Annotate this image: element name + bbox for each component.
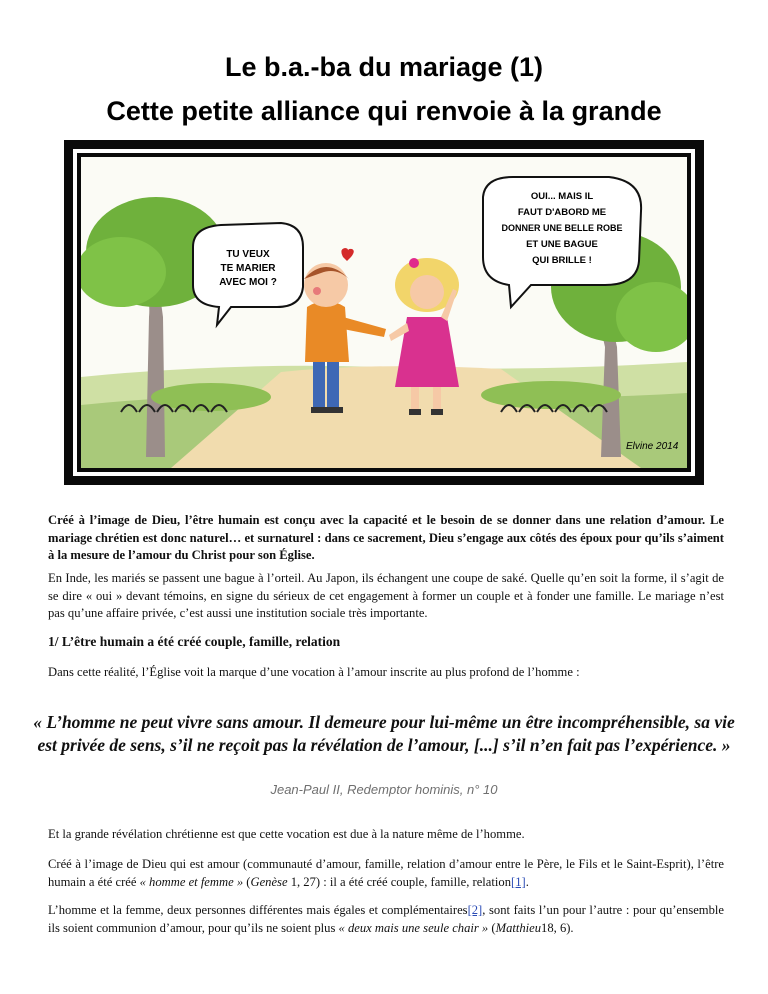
svg-text:ET UNE BAGUE: ET UNE BAGUE [526, 239, 598, 250]
quote-source: Jean-Paul II, Redemptor hominis, n° 10 [270, 782, 498, 797]
svg-text:TU VEUX: TU VEUX [226, 249, 270, 260]
svg-text:DONNER UNE BELLE ROBE: DONNER UNE BELLE ROBE [501, 223, 623, 233]
section-heading-1: 1/ L’être humain a été créé couple, famille, relation [48, 634, 341, 649]
svg-text:FAUT D'ABORD ME: FAUT D'ABORD ME [517, 207, 607, 218]
footnote-link-2[interactable]: [2] [467, 903, 483, 917]
svg-text:TE MARIER: TE MARIER [220, 263, 276, 274]
page-subtitle: Cette petite alliance qui renvoie à la grande [106, 96, 662, 126]
illustration-signature: Elvine 2014 [626, 441, 679, 452]
paragraph-5: L’homme et la femme, deux personnes différentes mais égales et complémentaires[2], sont faits l’un pour l’autre : pour qu’ensemble ils soient communion d’amour, pour qu’ils ne soient plus « deux mais une seule chair » (Matthieu18, 6). [48, 903, 724, 935]
page-title: Le b.a.-ba du mariage (1) [224, 52, 544, 82]
svg-text:QUI BRILLE !: QUI BRILLE ! [532, 255, 592, 266]
svg-text:OUI... MAIS IL: OUI... MAIS IL [530, 191, 594, 202]
paragraph-4: Créé à l’image de Dieu qui est amour (communauté d’amour, famille, relation d’amour entre le Père, le Fils et le Saint-Esprit), l’être humain a été créé « homme et femme » (Genèse 1, 27) : il a été créé couple, famille, relation[1]. [48, 857, 724, 889]
paragraph-1: En Inde, les mariés se passent une bague à l’orteil. Au Japon, ils échangent une coupe de saké. Quelle qu’en soit la forme, il s’agit de se dire « oui » devant témoins, en signe du sérieux de cet engagement à former un couple et à fonder une famille. Le mariage n’est pas qu’une affaire privée, c’est aussi une institution sociale très importante. [48, 571, 724, 621]
svg-text:AVEC MOI ?: AVEC MOI ? [219, 277, 277, 288]
intro-paragraph: Créé à l’image de Dieu, l’être humain est conçu avec la capacité et le besoin de se donner dans une relation d’amour. Le mariage chrétien est donc naturel… et surnaturel : dans ce sacrement, Dieu s’engage aux côtés des époux pour qu’ils s’aiment à la mesure de l’amour du Christ pour son Église. [48, 513, 724, 563]
cartoon-illustration [81, 157, 687, 468]
footnote-link-1[interactable]: [1] [511, 874, 526, 889]
quote: « L’homme ne peut vivre sans amour. Il demeure pour lui-même un être incompréhensible, sa vie est privée de sens, s’il ne reçoit pas la révélation de l’amour, [...] s’il n’en fait pas l’expérience. » [33, 712, 735, 755]
paragraph-2: Dans cette réalité, l’Église voit la marque d’une vocation à l’amour inscrite au plus profond de l’homme : [48, 665, 580, 679]
paragraph-3: Et la grande révélation chrétienne est que cette vocation est due à la nature même de l’homme. [48, 827, 525, 841]
illustration-frame [64, 140, 704, 485]
